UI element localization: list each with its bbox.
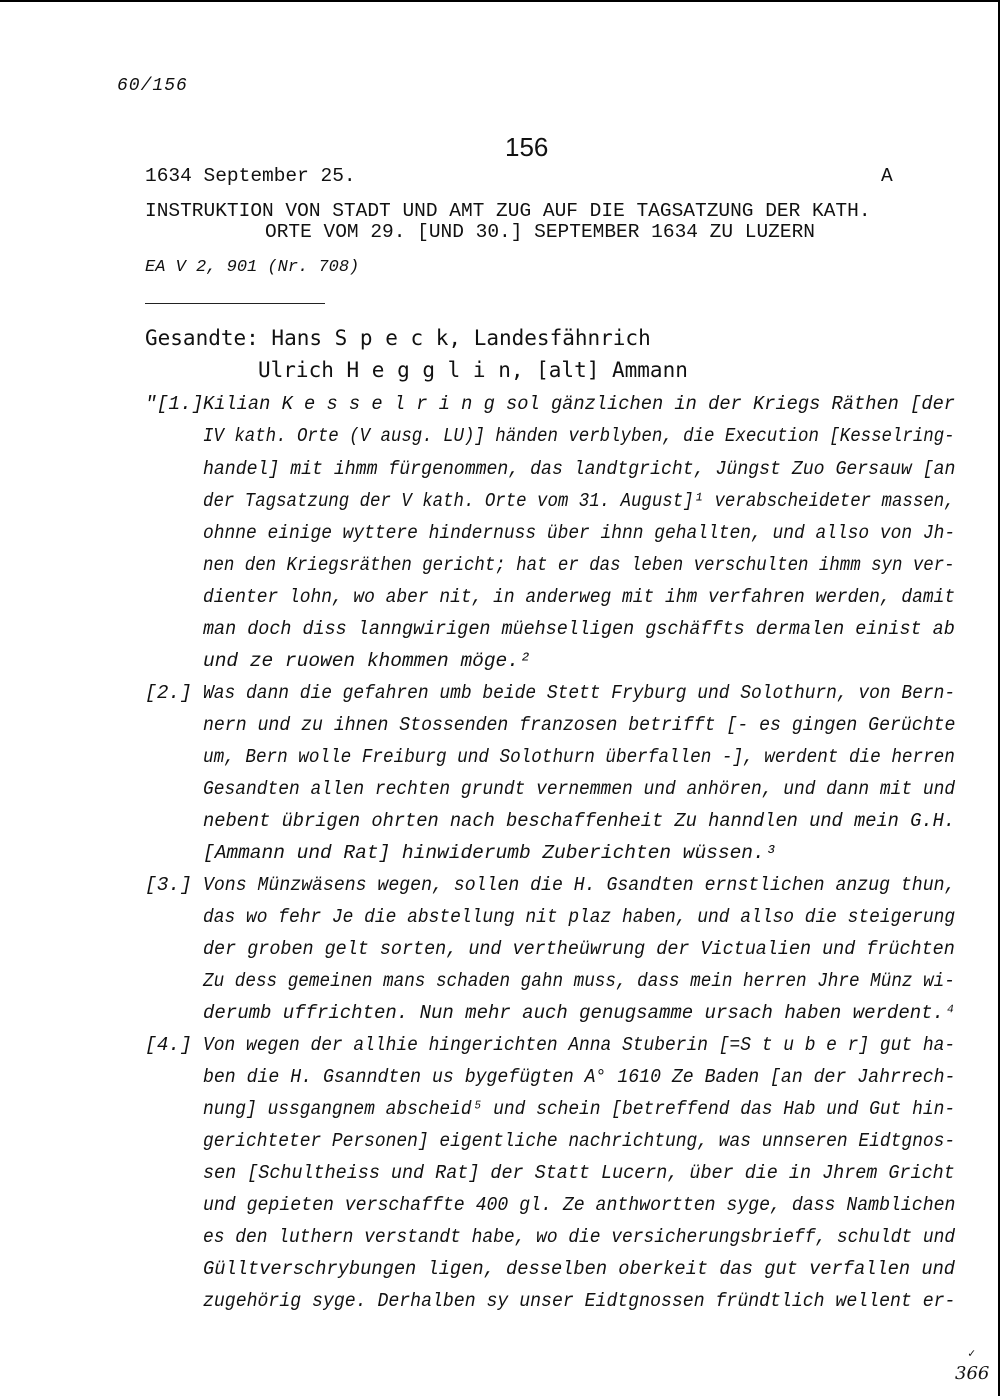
paragraph-4-line-5: sen [Schultheiss und Rat] der Statt Lucern, über die in Jhrem Gricht bbox=[203, 1162, 955, 1184]
scan-top-border bbox=[0, 0, 1000, 2]
envoys-line-1: Gesandte: Hans S p e c k, Landesfähnrich bbox=[145, 326, 651, 350]
paragraph-1-line-1: Kilian K e s s e l r i n g sol gänzlichen in der Kriegs Räthen [der bbox=[203, 393, 956, 415]
paragraph-4-line-9: zugehörig syge. Derhalben sy unser Eidtgnossen fründtlich wellent er- bbox=[203, 1290, 956, 1312]
document-title-line-2: ORTE VOM 29. [UND 30.] SEPTEMBER 1634 ZU LUZERN bbox=[265, 221, 815, 243]
paragraph-4-line-7: es den luthern verstandt habe, wo die versicherungsbrieff, schuldt und bbox=[203, 1226, 956, 1248]
archive-signature: 60/156 bbox=[117, 76, 188, 96]
paragraph-number-1: "[1.] bbox=[145, 393, 204, 415]
paragraph-2-line-5: nebent übrigen ohrten nach beschaffenheit Zu hanndlen und mein G.H. bbox=[203, 810, 956, 832]
paragraph-number-4: [4.] bbox=[145, 1034, 192, 1056]
paragraph-1-line-4: der Tagsatzung der V kath. Orte vom 31. August]¹ verabscheideter massen, bbox=[203, 490, 955, 512]
paragraph-3-line-4: Zu dess gemeinen mans schaden gahn muss, dass mein herren Jhre Münz wi- bbox=[203, 970, 955, 992]
paragraph-3-line-1: Vons Münzwäsens wegen, sollen die H. Gsandten ernstlichen anzug thun, bbox=[203, 874, 956, 896]
check-mark-icon: ✓ bbox=[968, 1347, 976, 1361]
paragraph-1-line-5: ohnne einige wyttere hindernuss über ihnn gehallten, und allso von Jh- bbox=[203, 522, 956, 544]
paragraph-2-line-3: um, Bern wolle Freiburg und Solothurn überfallen -], werdent die herren bbox=[203, 746, 955, 768]
paragraph-number-3: [3.] bbox=[145, 874, 192, 896]
paragraph-1-line-2: IV kath. Orte (V ausg. LU)] händen verblyben, die Execution [Kesselring- bbox=[203, 425, 955, 447]
paragraph-4-line-2: ben die H. Gsanndten us bygefügten A° 1610 Ze Baden [an der Jahrrech- bbox=[203, 1066, 956, 1088]
paragraph-3-line-5: derumb uffrichten. Nun mehr auch genugsamme ursach haben werdent.⁴ bbox=[203, 1002, 956, 1024]
paragraph-3-line-3: der groben gelt sorten, und vertheüwrung der Victualien und früchten bbox=[203, 938, 955, 960]
envoys-line-2: Ulrich H e g g l i n, [alt] Ammann bbox=[258, 358, 688, 382]
document-title-line-1: INSTRUKTION VON STADT UND AMT ZUG AUF DIE TAGSATZUNG DER KATH. bbox=[145, 200, 871, 222]
source-reference: EA V 2, 901 (Nr. 708) bbox=[145, 258, 360, 277]
handwritten-folio-mark: 366 bbox=[955, 1363, 990, 1384]
header-divider bbox=[145, 303, 325, 304]
paragraph-4-line-1: Von wegen der allhie hingerichten Anna Stuberin [=S t u b e r] gut ha- bbox=[203, 1034, 956, 1056]
page-number: 156 bbox=[505, 132, 549, 162]
paragraph-2-line-1: Was dann die gefahren umb beide Stett Fryburg und Solothurn, von Bern- bbox=[203, 682, 956, 704]
paragraph-4-line-6: und gepieten verschaffte 400 gl. Ze anthwortten syge, dass Namblichen bbox=[203, 1194, 956, 1216]
paragraph-3-line-2: das wo fehr Je die abstellung nit plaz haben, und allso die steigerung bbox=[203, 906, 956, 928]
paragraph-2-line-4: Gesandten allen rechten grundt vernemmen und anhören, und dann mit und bbox=[203, 778, 956, 800]
paragraph-1-line-7: dienter lohn, wo aber nit, in anderweg mit ihm verfahren werden, damit bbox=[203, 586, 956, 608]
paragraph-1-line-8: man doch diss lanngwirigen müehselligen gschäffts dermalen einist ab bbox=[203, 618, 955, 640]
paragraph-number-2: [2.] bbox=[145, 682, 192, 704]
paragraph-4-line-8: Gülltverschrybungen ligen, desselben oberkeit das gut verfallen und bbox=[203, 1258, 956, 1280]
paragraph-1-line-9: und ze ruowen khommen möge.² bbox=[203, 650, 531, 672]
document-date: 1634 September 25. bbox=[145, 165, 356, 187]
paragraph-4-line-3: nung] ussgangnem abscheid⁵ und schein [betreffend das Hab und Gut hin- bbox=[203, 1098, 956, 1120]
paragraph-1-line-3: handel] mit ihmm fürgenommen, das landtgricht, Jüngst Zuo Gersauw [an bbox=[203, 458, 956, 480]
paragraph-2-line-6: [Ammann und Rat] hinwiderumb Zuberichten wüssen.³ bbox=[203, 842, 777, 864]
paragraph-4-line-4: gerichteter Personen] eigentliche nachrichtung, was unnseren Eidtgnos- bbox=[203, 1130, 956, 1152]
paragraph-1-line-6: nen den Kriegsräthen gericht; hat er das leben verschulten ihmm syn ver- bbox=[203, 554, 955, 576]
document-mark: A bbox=[881, 165, 893, 187]
paragraph-2-line-2: nern und zu ihnen Stossenden franzosen betrifft [- es gingen Gerüchte bbox=[203, 714, 956, 736]
